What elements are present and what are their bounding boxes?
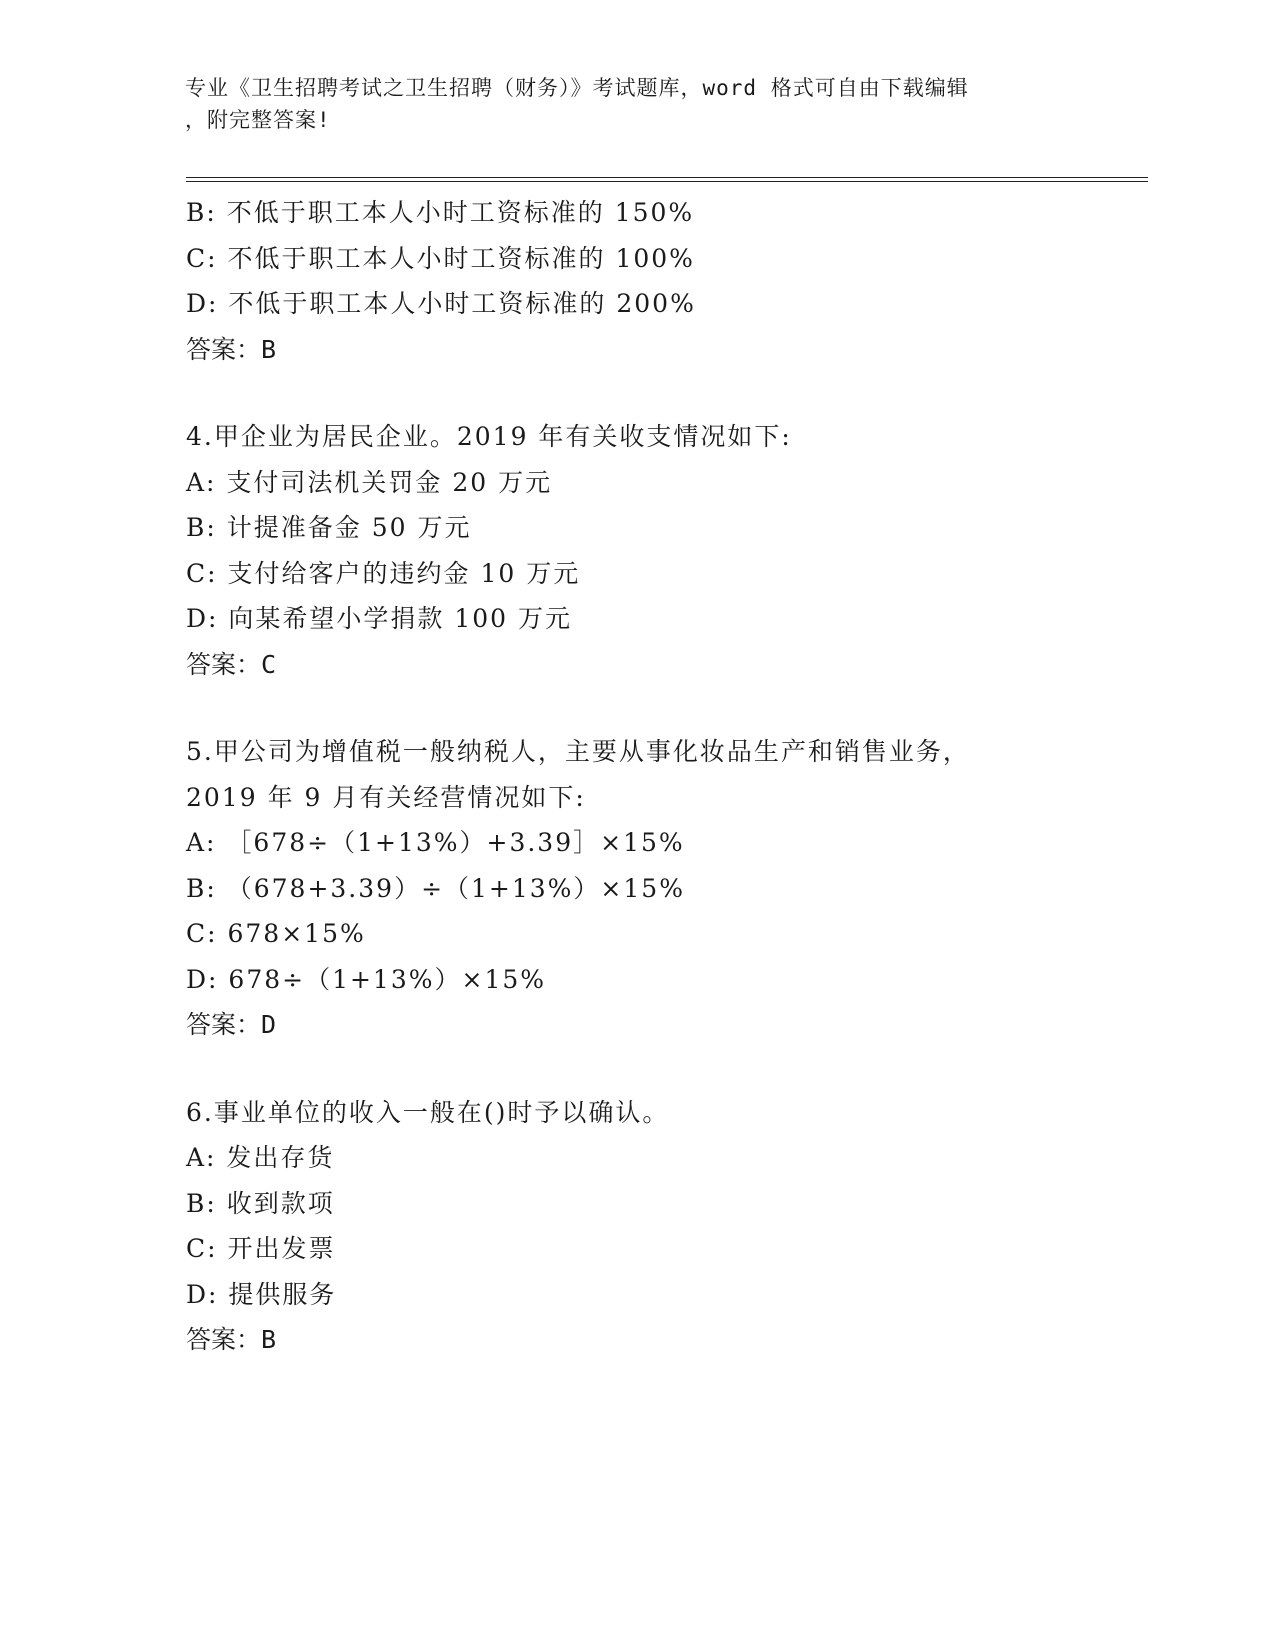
option-b: B: 计提准备金 50 万元 <box>186 513 472 542</box>
option-d: D: 向某希望小学捐款 100 万元 <box>186 604 573 633</box>
spacer <box>186 1048 1126 1090</box>
header-title-line-2: ，附完整答案! <box>185 108 331 132</box>
question-5 <box>186 729 1126 1048</box>
question-stem-line-2: 2019 年 9 月有关经营情况如下: <box>186 782 586 812</box>
answer-line: 答案：D <box>186 1010 277 1039</box>
option-b: B: 收到款项 <box>186 1188 335 1218</box>
option-b: B: 不低于职工本人小时工资标准的 150% <box>186 198 695 227</box>
question-stem: 4.甲企业为居民企业。2019 年有关收支情况如下: <box>186 422 792 451</box>
question-4 <box>186 414 1126 687</box>
question-3-continued <box>186 190 1126 372</box>
option-c: C: 支付给客户的违约金 10 万元 <box>186 558 581 588</box>
answer-line: 答案：C <box>186 649 277 679</box>
header-title-line-1: 专业《卫生招聘考试之卫生招聘（财务）》考试题库，word 格式可自由下载编辑 <box>185 76 969 100</box>
question-6 <box>186 1090 1126 1363</box>
option-a: A: ［678÷（1+13%）+3.39］×15% <box>186 828 685 857</box>
spacer <box>186 687 1126 729</box>
answer-line: 答案：B <box>186 334 277 364</box>
document-header <box>185 72 1065 136</box>
answer-line: 答案：B <box>186 1325 277 1354</box>
option-d: D: 提供服务 <box>186 1279 337 1309</box>
question-stem-line-1: 5.甲公司为增值税一般纳税人，主要从事化妆品生产和销售业务， <box>186 737 970 766</box>
option-a: A: 发出存货 <box>186 1143 335 1172</box>
question-stem: 6.事业单位的收入一般在()时予以确认。 <box>186 1097 670 1127</box>
header-divider <box>186 177 1148 182</box>
spacer <box>186 372 1126 414</box>
option-c: C: 开出发票 <box>186 1234 336 1263</box>
option-d: D: 不低于职工本人小时工资标准的 200% <box>186 289 696 318</box>
option-c: C: 不低于职工本人小时工资标准的 100% <box>186 243 695 273</box>
option-a: A: 支付司法机关罚金 20 万元 <box>186 467 553 497</box>
question-list <box>186 190 1126 1363</box>
option-d: D: 678÷（1+13%）×15% <box>186 964 547 994</box>
option-b: B: （678+3.39）÷（1+13%）×15% <box>186 873 685 903</box>
option-c: C: 678×15% <box>186 919 366 948</box>
